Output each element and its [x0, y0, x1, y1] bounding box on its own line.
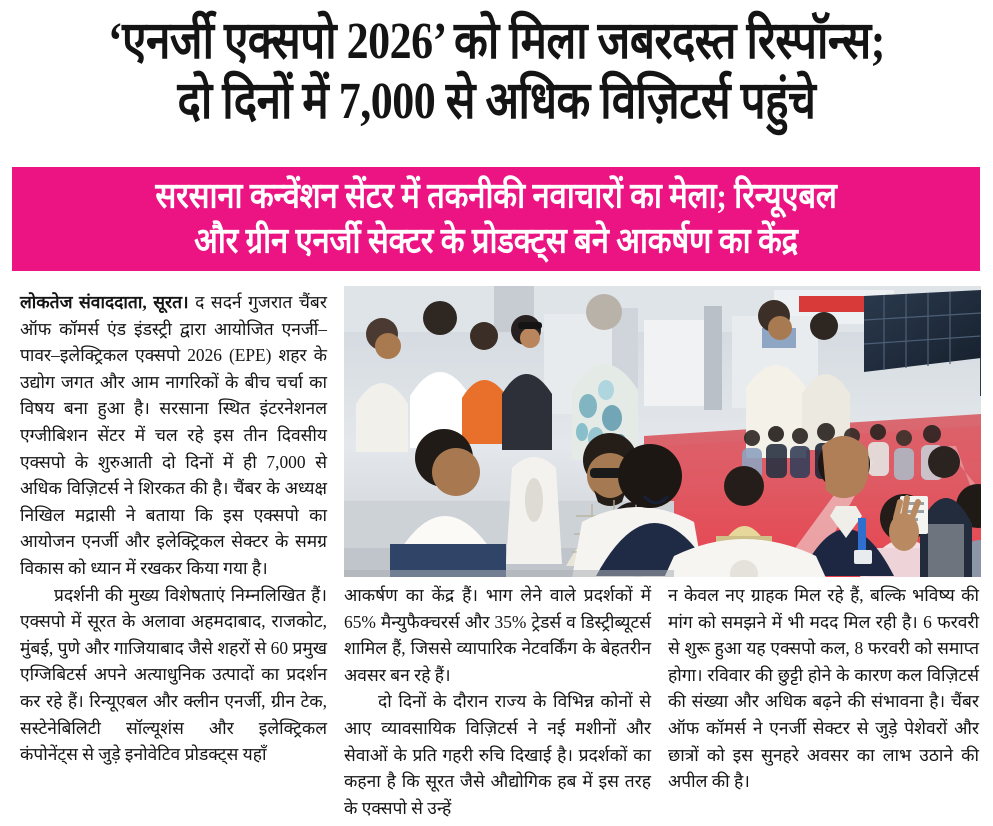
column2-paragraph-1: आकर्षण का केंद्र हैं। भाग लेने वाले प्रदर्शकों में 65% मैन्युफैक्चरर्स और 35% ट्रेडर्स व डिस्ट्रीब्यूटर्स शामिल हैं, जिससे व्यापारिक नेटवर्किंग के बेहतरीन अवसर बन रहे हैं। — [344, 585, 651, 685]
article-photo — [344, 286, 981, 577]
headline-line-2: दो दिनों में 7,000 से अधिक विज़िटर्स पहुंचे — [177, 71, 816, 130]
headline-line-1: ‘एनर्जी एक्सपो 2026’ को मिला जबरदस्त रिस्पॉन्स; — [108, 11, 885, 70]
byline-lead: लोकतेज संवाददाता, सूरत। — [20, 292, 189, 312]
banner-line-1: सरसाना कन्वेंशन सेंटर में तकनीकी नवाचारों का मेला; रिन्यूएबल — [155, 175, 837, 216]
article-column-2 — [344, 582, 651, 822]
solar-panel-secondary — [980, 312, 981, 396]
column3-paragraph-1: न केवल नए ग्राहक मिल रहे हैं, बल्कि भविष्य की मांग को समझने में भी मदद मिल रही है। 6 फरवरी से शुरू हुआ यह एक्सपो कल, 8 फरवरी को समाप्त होगा। रविवार की छुट्टी होने के कारण कल विज़िटर्स की संख्या और अधिक बढ़ने की संभावना है। चैंबर ऑफ कॉमर्स ने एनर्जी सेक्टर से जुड़े पेशेवरों और छात्रों को इस सुनहरे अवसर का लाभ उठाने की अपील की है। — [668, 585, 979, 792]
page-headline — [0, 6, 993, 130]
column2-paragraph-2: दो दिनों के दौरान राज्य के विभिन्न कोनों से आए व्यावसायिक विज़िटर्स ने नई मशीनों और सेवाओं के प्रति गहरी रुचि दिखाई है। प्रदर्शकों का कहना है कि सूरत जैसे औद्योगिक हब में इस तरह के एक्सपो से उन्हें — [344, 691, 651, 818]
solar-panel — [864, 290, 981, 372]
article-column-3 — [668, 582, 979, 822]
column1-paragraph-1-body: द सदर्न गुजरात चैंबर ऑफ कॉमर्स एंड इंडस्ट्री द्वारा आयोजित एनर्जी–पावर–इलेक्ट्रिकल एक्सपो 2026 (EPE) शहर के उद्योग जगत और आम नागरिकों के बीच चर्चा का विषय बना हुआ है। सरसाना स्थित इंटरनेशनल एग्जीबिशन सेंटर में चल रहे इस तीन दिवसीय एक्सपो के शुरुआती दो दिनों में ही 7,000 से अधिक विज़िटर्स ने शिरकत की है। चैंबर के अध्यक्ष निखिल मद्रासी ने बताया कि इस एक्सपो का आयोजन एनर्जी और इलेक्ट्रिकल सेक्टर के समग्र विकास को ध्यान में रखकर किया गया है। — [20, 292, 327, 578]
lanyard — [858, 518, 866, 552]
subheadline-banner — [12, 167, 980, 271]
column1-paragraph-1 — [20, 289, 327, 582]
badge — [854, 550, 872, 564]
banner-line-2: और ग्रीन एनर्जी सेक्टर के प्रोडक्ट्स बने आकर्षण का केंद्र — [194, 220, 798, 261]
expo-hall-photo-illustration — [344, 286, 981, 577]
article-column-1 — [20, 289, 327, 819]
banner-top-rule — [12, 160, 980, 163]
column1-paragraph-2: प्रदर्शनी की मुख्य विशेषताएं निम्नलिखित हैं। एक्सपो में सूरत के अलावा अहमदाबाद, राजकोट, मुंबई, पुणे और गाजियाबाद जैसे शहरों से 60 प्रमुख एग्जिबिटर्स अपने अत्याधुनिक उत्पादों का प्रदर्शन कर रहे हैं। रिन्यूएबल और क्लीन एनर्जी, ग्रीन टेक, सस्टेनेबिलिटी सॉल्यूशंस और इलेक्ट्रिकल कंपोनेंट्स से जुड़े इनोवेटिव प्रोडक्ट्स यहाँ — [20, 584, 327, 765]
